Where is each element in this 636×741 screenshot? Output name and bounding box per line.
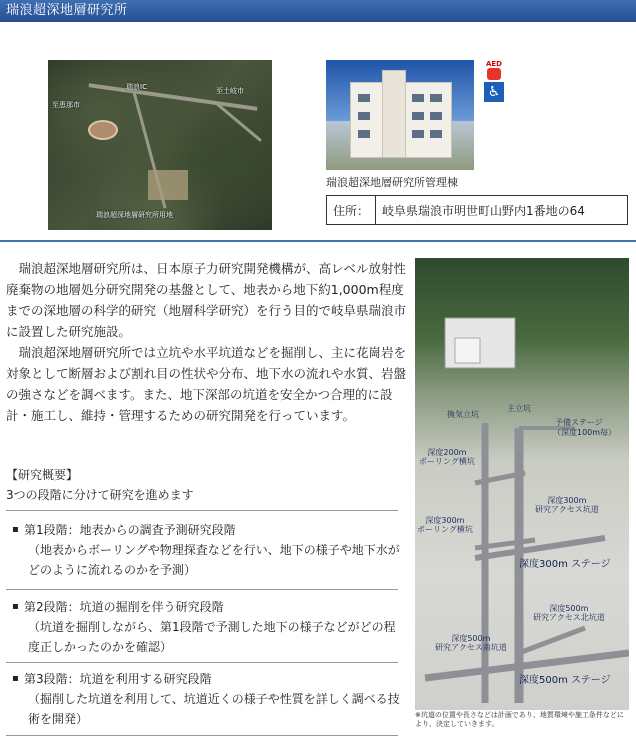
access-500-north-tunnel <box>519 628 585 653</box>
divider <box>6 510 398 511</box>
stage-description: （地表からボーリングや物理探査などを行い、地下の様子や地下水がどのように流れるのかを予測） <box>28 543 400 577</box>
label-boring-300: 深度300m ボーリング横坑 <box>417 516 473 534</box>
overview-title: 【研究概要】 <box>6 468 79 482</box>
building-caption: 瑞浪超深地層研究所管理棟 <box>326 176 458 189</box>
bullet-icon: ▪ <box>12 601 19 612</box>
stage-heading: 第3段階：坑道を利用する研究段階 <box>24 672 212 686</box>
stage-item-2 <box>6 597 402 657</box>
aerial-label-ic: 瑞浪IC <box>126 83 147 91</box>
label-ventilation-shaft: 換気立坑 <box>447 410 479 419</box>
label-access-300: 深度300m 研究アクセス坑道 <box>535 496 599 514</box>
label-access-500-north: 深度500m 研究アクセス北坑道 <box>533 604 605 622</box>
label-access-500-south: 深度500m 研究アクセス南坑道 <box>435 634 507 652</box>
aerial-photo <box>48 60 272 230</box>
label-preliminary-stage-sub: （深度100m毎） <box>553 428 617 437</box>
building-photo <box>326 60 474 170</box>
aerial-label-ena: 至恵那市 <box>52 101 80 109</box>
label-stage-500: 深度500m ステージ <box>519 675 611 686</box>
stage-heading: 第1段階：地表からの調査予測研究段階 <box>24 523 236 537</box>
diagram-note: ※坑道の位置や長さなどは計画であり、地質環境や施工条件などにより、決定していきます。 <box>415 711 624 728</box>
stage-description: （掘削した坑道を利用して、坑道近くの様子や性質を詳しく調べる技術を開発） <box>28 692 400 726</box>
wheelchair-icon: ♿ <box>484 82 504 102</box>
label-boring-200: 深度200m ボーリング横坑 <box>419 448 475 466</box>
facility-building <box>455 338 480 363</box>
stage-item-3 <box>6 669 402 729</box>
aed-label: AED <box>485 60 502 68</box>
bullet-icon: ▪ <box>12 524 19 535</box>
intro-paragraph-1: 瑞浪超深地層研究所は、日本原子力研究開発機構が、高レベル放射性廃棄物の地層処分研究開発の基盤として、地表から地下約1,000m程度までの深地層の科学的研究（地層科学研究）を行う目的で岐阜県瑞浪市に設置した研究施設。 <box>6 261 407 339</box>
aed-heart-icon <box>487 68 501 80</box>
stage-300-tunnel <box>475 538 605 558</box>
address-table <box>326 195 628 225</box>
aerial-label-site: 瑞浪超深地層研究所用地 <box>96 211 173 219</box>
divider <box>6 735 398 736</box>
stage-heading: 第2段階：坑道の掘削を伴う研究段階 <box>24 600 224 614</box>
address-value: 岐阜県瑞浪市明世町山野内1番地の64 <box>376 196 628 225</box>
intro-text <box>6 258 406 426</box>
field-shape <box>88 120 118 140</box>
shaft-diagram <box>415 258 629 710</box>
divider <box>6 589 398 590</box>
bullet-icon: ▪ <box>12 673 19 684</box>
address-key: 住所： <box>327 196 376 225</box>
page-title-bar <box>0 0 636 22</box>
intro-paragraph-2: 瑞浪超深地層研究所では立坑や水平坑道などを掘削し、主に花崗岩を対象として断層および割れ目の性状や分布、地下水の流れや水質、岩盤の強さなどを調べます。また、地下深部の坑道を安全かつ合理的に設計・施工し、維持・管理するための研究開発を行っています。 <box>6 345 407 423</box>
overview-subtitle: 3つの段階に分けて研究を進めます <box>6 488 194 502</box>
site-area <box>148 170 188 200</box>
aed-accessibility-icons <box>482 60 506 104</box>
label-stage-300: 深度300m ステージ <box>519 559 611 570</box>
divider <box>6 662 398 663</box>
page-title: 瑞浪超深地層研究所 <box>6 3 128 18</box>
label-main-shaft: 主立坑 <box>507 404 531 413</box>
building-tower <box>382 70 406 158</box>
stage-description: （坑道を掘削しながら、第1段階で予測した地下の様子などがどの程度正しかったのかを確認） <box>28 620 396 654</box>
section-divider <box>0 240 636 242</box>
stage-item-1 <box>6 520 402 580</box>
aerial-label-toki: 至土岐市 <box>216 87 244 95</box>
label-preliminary-stage: 予備ステージ <box>555 418 603 427</box>
